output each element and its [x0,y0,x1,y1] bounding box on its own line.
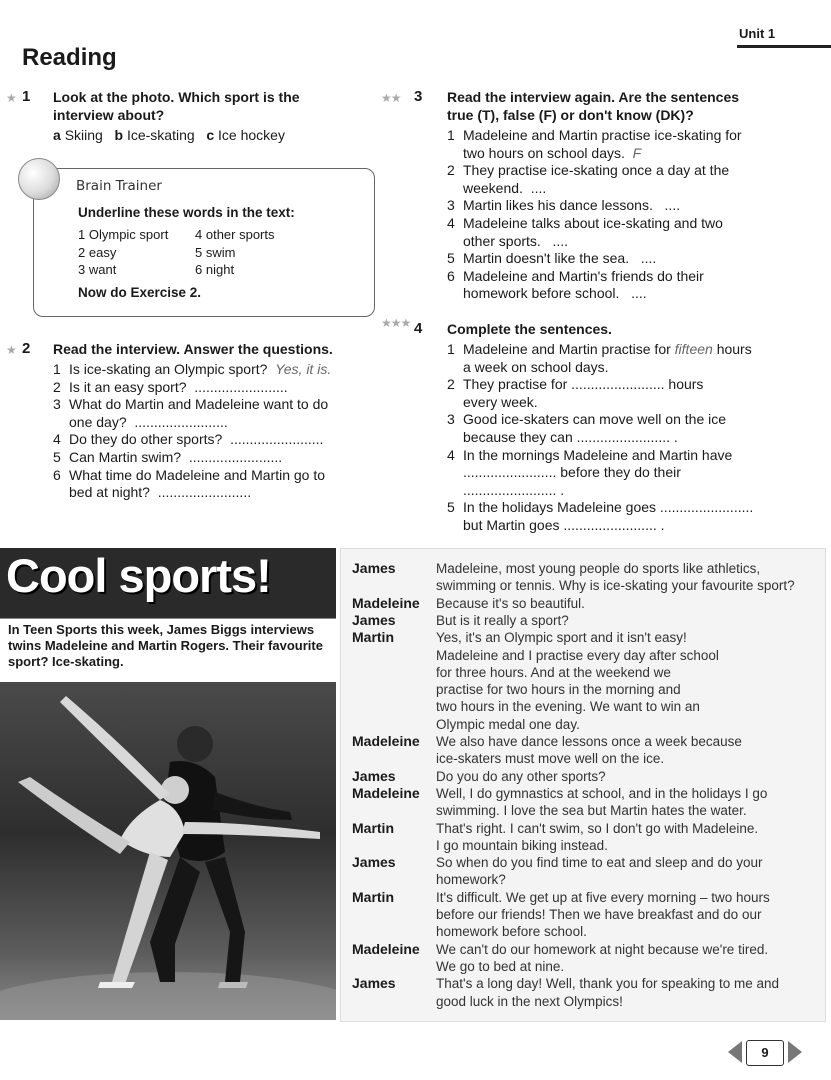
question-item: 1 Is ice-skating an Olympic sport? Yes, it is. [53,361,332,377]
unit-label: Unit 1 [737,26,831,48]
interview-speaker: Madeleine [352,784,420,801]
word-item: 3 want [78,262,117,277]
interview-line: homework before school. [436,924,587,940]
interview-speaker: James [352,560,396,576]
skaters-illustration [0,682,336,1020]
option-letter: c [206,127,215,143]
next-page-arrow-icon[interactable] [788,1041,802,1063]
difficulty-stars: ★★★ [381,316,411,330]
question-item: 6 What time do Madeleine and Martin go to bed at night? ........................ [53,466,326,501]
question-item: 5 Can Martin swim? ........................ [53,448,283,465]
interview-line: That's a long day! Well, thank you for speaking to me and [436,976,780,992]
interview-speaker: Madeleine [352,594,420,611]
exercise-instruction: Read the interview again. Are the sentences true (T), false (F) or don't know (DK)? [447,89,740,123]
interview-line: So when do you find time to eat and sleep and do your [436,855,763,871]
interview-speaker: Martin [352,888,394,905]
sentence-item: 3 Good ice-skaters can move well on the ice because they can ........................ . [447,411,727,445]
ice-skaters-photo [0,682,336,1020]
word-item: 2 easy [78,245,117,260]
option-letter: b [114,127,124,143]
section-title: Reading [22,44,117,71]
interview-speaker: Martin [352,819,394,836]
interview-line: for three hours. And at the weekend we [436,664,671,680]
interview-line: I go mountain biking instead. [436,837,608,853]
question-item: 2 Is it an easy sport? ........................ [53,378,288,395]
interview-line: Yes, it's an Olympic sport and it isn't easy! [436,630,687,646]
interview-speaker: James [352,854,396,871]
interview-line: Olympic medal one day. [436,716,580,732]
word-item: 1 Olympic sport [78,227,169,242]
interview-line: swimming. I love the sea but Martin hates the water. [436,803,747,819]
exercise-number: 2 [22,340,31,357]
interview-line: But is it really a sport? [436,612,569,628]
interview-line: ice-skaters must move well on the ice. [436,751,665,767]
statement-item: 2 They practise ice-skating once a day at the weekend. .... [447,162,730,196]
sentence-item: 2 They practise for ........................ hours every week. [447,376,704,410]
question-item: 3 What do Martin and Madeleine want to do one day? ........................ [53,396,329,430]
statement-item: 6 Madeleine and Martin's friends do their homework before school. .... [447,267,704,302]
answer-options [53,127,285,145]
interview-line: We go to bed at nine. [436,958,565,974]
option-text: Ice hockey [218,127,285,143]
interview-line: Because it's so beautiful. [436,595,585,611]
difficulty-stars: ★ [6,343,16,357]
question-list [53,361,353,502]
article-intro: In Teen Sports this week, James Biggs interviews twins Madeleine and Martin Rogers. Their favourite sport? Ice-skating. [8,622,323,669]
option-text: Skiing [64,127,103,143]
statement-item: 5 Martin doesn't like the sea. .... [447,250,657,267]
interview-line: It's difficult. We get up at five every morning – two hours [436,889,770,905]
article-title: Cool sports! [6,549,271,602]
interview-line: homework? [436,872,506,888]
sentence-item: 5 In the holidays Madeleine goes ........................ but Martin goes ........................ . [447,499,754,533]
interview-line: That's right. I can't swim, so I don't go with Madeleine. [436,820,759,836]
sentence-item: 1 Madeleine and Martin practise for fifteen hours a week on school days. [447,341,752,375]
interview-speaker: James [352,611,396,628]
exercise-number: 3 [414,88,423,105]
interview-line: Madeleine, most young people do sports like athletics, [436,561,761,576]
completion-list [447,341,787,535]
page-number: 9 [746,1040,784,1066]
brain-trainer-subtitle: Underline these words in the text: [78,205,295,220]
exercise-instruction: Complete the sentences. [447,321,612,337]
interview-line: practise for two hours in the morning and [436,682,681,698]
interview-speaker: Madeleine [352,940,420,957]
statement-item: 4 Madeleine talks about ice-skating and two other sports. .... [447,214,723,249]
interview-line: We can't do our homework at night because we're tired. [436,941,769,957]
exercise-number: 1 [22,88,31,105]
interview-speaker: Madeleine [352,733,420,749]
statement-item: 1 Madeleine and Martin practise ice-skating for two hours on school days. F [447,127,742,161]
word-item: 6 night [195,262,235,277]
word-item: 4 other sports [195,227,275,242]
option-text: Ice-skating [126,127,195,143]
option-letter: a [53,127,61,143]
interview-line: before our friends! Then we have breakfast and do our [436,907,762,922]
exercise-number: 4 [414,320,423,337]
interview-line: good luck in the next Olympics! [436,993,623,1009]
exercise-instruction: Look at the photo. Which sport is the interview about? [53,89,300,123]
difficulty-stars: ★ [6,91,16,105]
interview-line: swimming or tennis. Why is ice-skating your favourite sport? [436,578,795,594]
exercise-instruction: Read the interview. Answer the questions. [53,341,333,357]
ball-icon [18,158,60,200]
brain-trainer-footer: Now do Exercise 2. [78,285,202,300]
interview-speaker: James [352,975,396,992]
interview-speaker: Martin [352,629,394,646]
statement-item: 3 Martin likes his dance lessons. .... [447,197,681,214]
interview-line: We also have dance lessons once a week because [436,734,742,749]
word-item: 5 swim [195,245,236,260]
interview-line: Well, I do gymnastics at school, and in the holidays I go [436,785,768,801]
interview-line: Madeleine and I practise every day after school [436,647,719,663]
question-item: 4 Do they do other sports? ........................ [53,431,324,448]
sentence-item: 4 In the mornings Madeleine and Martin have ........................ before they do their ........................ . [447,446,733,498]
brain-trainer-title: Brain Trainer [76,178,162,194]
prev-page-arrow-icon[interactable] [728,1041,742,1063]
interview-line: two hours in the evening. We want to win an [436,699,700,715]
difficulty-stars: ★★ [381,91,401,105]
interview-speaker: James [352,767,396,784]
statement-list [447,127,777,303]
interview-line: Do you do any other sports? [436,768,606,784]
